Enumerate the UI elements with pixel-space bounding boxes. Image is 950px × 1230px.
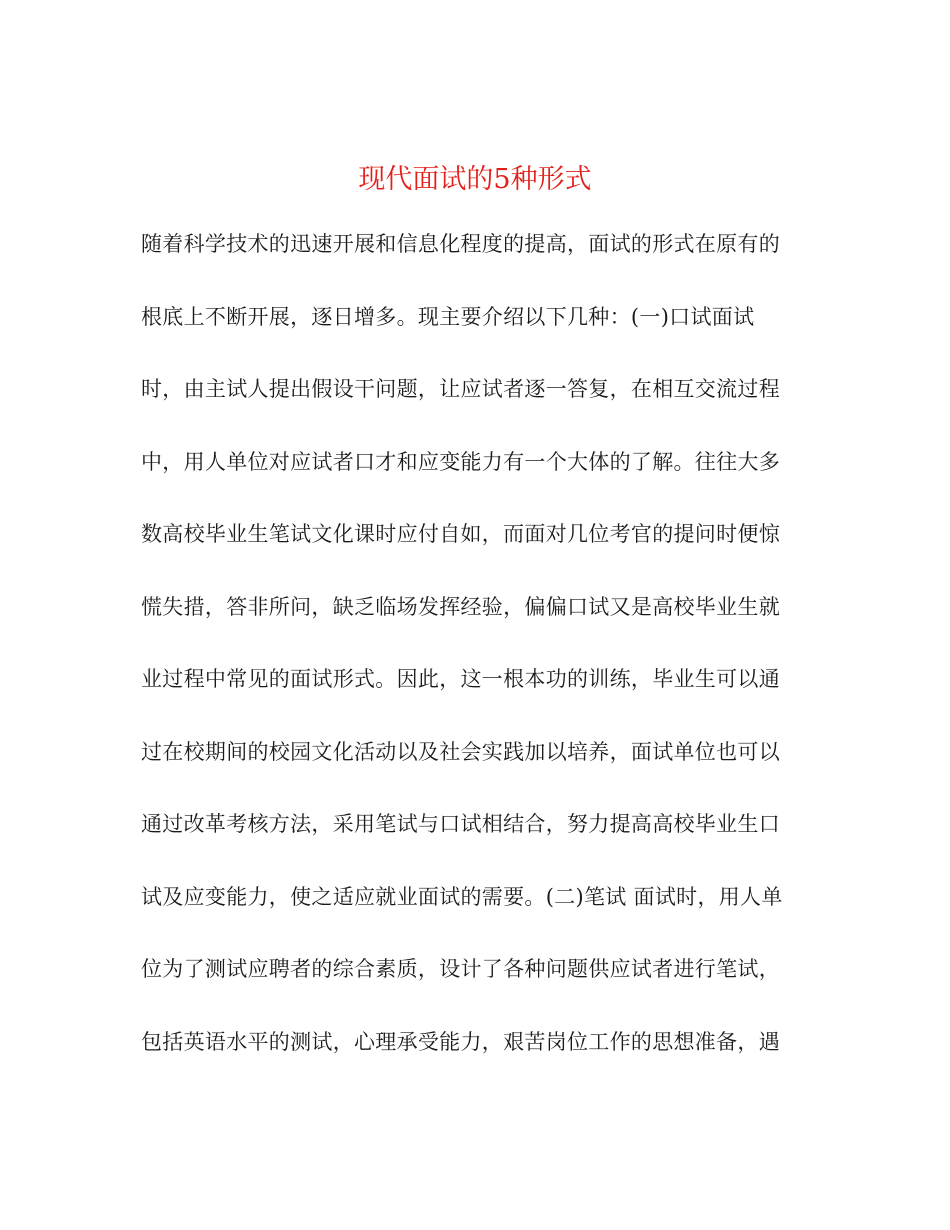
body-line: 通过改革考核方法，采用笔试与口试相结合，努力提高高校毕业生口 [141, 812, 780, 836]
body-line: 时，由主试人提出假设干问题，让应试者逐一答复，在相互交流过程 [141, 377, 780, 401]
body-line: 根底上不断开展，逐日增多。现主要介绍以下几种：(一)口试面试 [141, 304, 755, 329]
body-line: 慌失措，答非所问，缺乏临场发挥经验，偏偏口试又是高校毕业生就 [141, 594, 780, 619]
document-title: 现代面试的5种形式 [358, 164, 592, 196]
body-line: 随着科学技术的迅速开展和信息化程度的提高，面试的形式在原有的 [141, 232, 780, 256]
body-line: 数高校毕业生笔试文化课时应付自如，而面对几位考官的提问时便惊 [141, 522, 780, 546]
body-line: 业过程中常见的面试形式。因此，这一根本功的训练，毕业生可以通 [141, 667, 780, 691]
body-line: 试及应变能力，使之适应就业面试的需要。(二)笔试 面试时，用人单 [141, 884, 783, 909]
body-line: 包括英语水平的测试，心理承受能力，艰苦岗位工作的思想准备，遇 [141, 1029, 780, 1054]
body-line: 位为了测试应聘者的综合素质，设计了各种问题供应试者进行笔试， [141, 957, 780, 981]
document-body [141, 222, 821, 1092]
body-line: 过在校期间的校园文化活动以及社会实践加以培养，面试单位也可以 [141, 739, 780, 764]
body-line: 中，用人单位对应试者口才和应变能力有一个大体的了解。往往大多 [141, 449, 780, 474]
